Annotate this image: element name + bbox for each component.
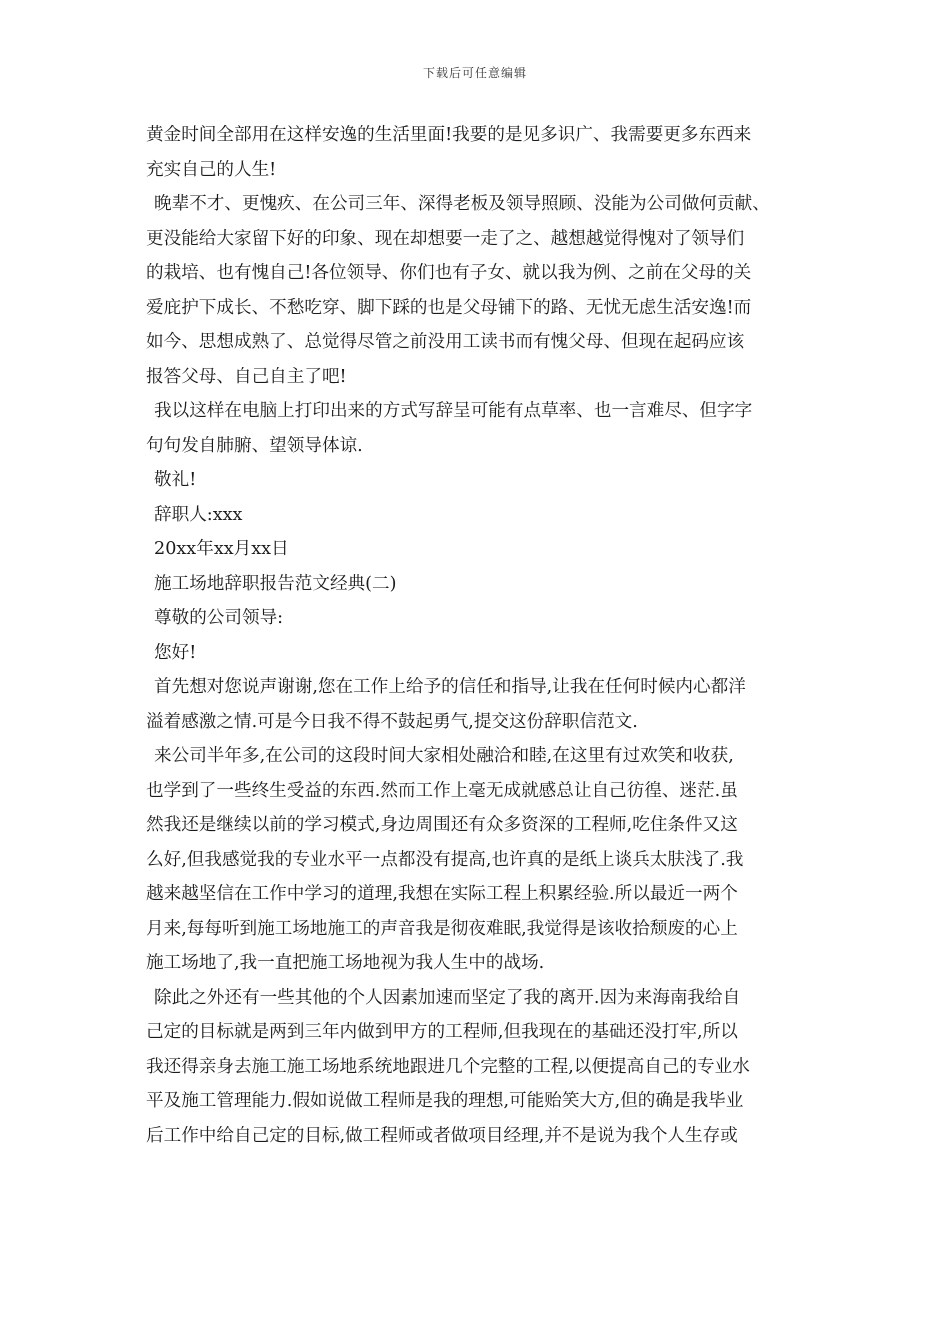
text-line: 我以这样在电脑上打印出来的方式写辞呈可能有点草率、也一言难尽、但字字: [154, 401, 753, 421]
text-line: 黄金时间全部用在这样安逸的生活里面!我要的是见多识广、我需要更多东西来: [146, 125, 752, 145]
text-line: 也学到了一些终生受益的东西.然而工作上毫无成就感总让自己彷徨、迷茫.虽: [146, 780, 738, 801]
text-line: 平及施工管理能力.假如说做工程师是我的理想,可能贻笑大方,但的确是我毕业: [146, 1091, 744, 1111]
text-line: 么好,但我感觉我的专业水平一点都没有提高,也许真的是纸上谈兵太肤浅了.我: [146, 849, 744, 870]
text-line: 尊敬的公司领导:: [154, 608, 284, 628]
text-line: 敬礼!: [154, 470, 197, 490]
text-line: 首先想对您说声谢谢,您在工作上给予的信任和指导,让我在任何时候内心都洋: [154, 677, 746, 697]
text-line: 施工场地了,我一直把施工场地视为我人生中的战场.: [146, 953, 545, 973]
text-line: 晚辈不才、更愧疚、在公司三年、深得老板及领导照顾、没能为公司做何贡献、: [154, 194, 770, 214]
text-line: 报答父母、自己自主了吧!: [146, 366, 347, 387]
text-line: 更没能给大家留下好的印象、现在却想要一走了之、越想越觉得愧对了领导们: [146, 228, 745, 249]
text-line: 辞职人:xxx: [154, 504, 243, 525]
text-line: 除此之外还有一些其他的个人因素加速而坚定了我的离开.因为来海南我给自: [154, 987, 741, 1008]
document-body: [146, 118, 812, 1153]
text-line: 句句发自肺腑、望领导体谅.: [146, 435, 363, 456]
text-line: 后工作中给自己定的目标,做工程师或者做项目经理,并不是说为我个人生存或: [146, 1125, 738, 1146]
text-line: 您好!: [154, 642, 197, 663]
text-line: 施工场地辞职报告范文经典(二): [154, 573, 397, 594]
text-line: 然我还是继续以前的学习模式,身边周围还有众多资深的工程师,吃住条件又这: [146, 815, 738, 835]
text-line: 越来越坚信在工作中学习的道理,我想在实际工程上积累经验.所以最近一两个: [146, 884, 738, 904]
page-header: 下载后可任意编辑: [422, 66, 527, 80]
text-line: 爱庇护下成长、不愁吃穿、脚下踩的也是父母铺下的路、无忧无虑生活安逸!而: [146, 297, 752, 318]
text-line: 溢着感激之情.可是今日我不得不鼓起勇气,提交这份辞职信范文.: [146, 711, 638, 732]
text-line: 20xx年xx月xx日: [154, 539, 289, 559]
text-line: 己定的目标就是两到三年内做到甲方的工程师,但我现在的基础还没打牢,所以: [146, 1022, 738, 1042]
text-line: 充实自己的人生!: [146, 159, 277, 180]
text-line: 如今、思想成熟了、总觉得尽管之前没用工读书而有愧父母、但现在起码应该: [146, 332, 745, 352]
text-line: 来公司半年多,在公司的这段时间大家相处融洽和睦,在这里有过欢笑和收获,: [154, 746, 734, 766]
text-line: 我还得亲身去施工施工场地系统地跟进几个完整的工程,以便提高自己的专业水: [146, 1056, 750, 1077]
text-line: 的栽培、也有愧自己!各位领导、你们也有子女、就以我为例、之前在父母的关: [146, 263, 752, 283]
text-line: 月来,每每听到施工场地施工的声音我是彻夜难眠,我觉得是该收拾颓废的心上: [146, 918, 738, 939]
